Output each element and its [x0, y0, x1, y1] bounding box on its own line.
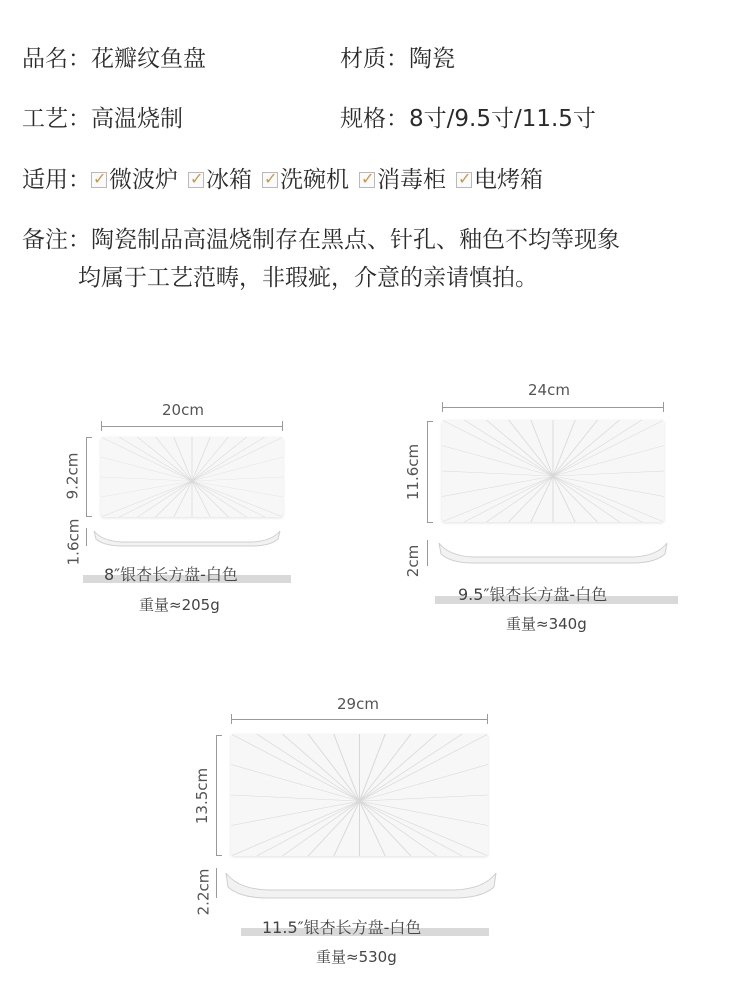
dim-tick	[216, 855, 222, 856]
spec-craft-label: 工艺：	[22, 106, 91, 132]
dim-tick	[282, 421, 283, 431]
width-dim-line	[101, 426, 283, 427]
height-dim-line	[86, 528, 87, 546]
dim-tick	[487, 714, 488, 724]
note-label: 备注：	[22, 227, 91, 253]
product-caption: 11.5″银杏长方盘-白色	[262, 918, 422, 937]
height-label: 1.6cm	[64, 518, 83, 566]
check-icon	[188, 172, 204, 188]
use-item-oven	[456, 165, 543, 195]
spec-name-value: 花瓣纹鱼盘	[91, 46, 206, 72]
dim-tick	[231, 714, 232, 724]
length-label: 9.2cm	[63, 452, 82, 500]
product-weight: 重量≈205g	[139, 596, 220, 614]
use-label: 消毒柜	[377, 167, 446, 193]
height-label: 2.2cm	[194, 868, 213, 916]
spec-size	[340, 104, 596, 134]
use-item-dishwasher	[262, 165, 349, 195]
dim-tick	[86, 437, 92, 438]
length-dim-line	[427, 421, 428, 523]
spec-name	[22, 44, 206, 74]
spec-material-value: 陶瓷	[409, 46, 455, 72]
length-label: 11.6cm	[404, 443, 423, 501]
product-weight: 重量≈340g	[506, 615, 587, 633]
plate-top-view	[101, 437, 283, 517]
length-dim-line	[216, 735, 217, 856]
spec-uses	[22, 165, 553, 195]
note-line-1	[22, 225, 620, 255]
check-icon	[91, 172, 107, 188]
spec-craft	[22, 104, 183, 134]
use-label: 电烤箱	[474, 167, 543, 193]
width-dim-line	[442, 407, 664, 408]
plate-top-view	[442, 420, 664, 522]
dim-tick	[427, 522, 433, 523]
spec-size-value: 8寸/9.5寸/11.5寸	[409, 106, 596, 132]
use-item-microwave	[91, 165, 178, 195]
check-icon	[456, 172, 472, 188]
spec-name-label: 品名：	[22, 46, 91, 72]
check-icon	[359, 172, 375, 188]
dim-tick	[216, 735, 222, 736]
dim-tick	[101, 421, 102, 431]
product-caption: 8″银杏长方盘-白色	[104, 565, 238, 584]
spec-use-label: 适用：	[22, 167, 91, 193]
width-label: 24cm	[528, 381, 570, 399]
use-label: 微波炉	[109, 167, 178, 193]
dim-tick	[663, 402, 664, 412]
plate-side-view	[92, 527, 282, 547]
plate-side-view	[224, 867, 498, 899]
spec-material-label: 材质：	[340, 46, 409, 72]
note-text-1: 陶瓷制品高温烧制存在黑点、针孔、釉色不均等现象	[91, 227, 620, 253]
height-dim-line	[427, 540, 428, 566]
width-label: 20cm	[162, 401, 204, 419]
width-label: 29cm	[337, 695, 379, 713]
use-item-fridge	[188, 165, 252, 195]
use-label: 洗碗机	[280, 167, 349, 193]
product-weight: 重量≈530g	[316, 948, 397, 966]
height-label: 2cm	[404, 544, 423, 578]
spec-size-label: 规格：	[340, 106, 409, 132]
use-label: 冰箱	[206, 167, 252, 193]
length-dim-line	[86, 437, 87, 517]
use-item-sterilizer	[359, 165, 446, 195]
product-caption: 9.5″银杏长方盘-白色	[458, 585, 608, 604]
spec-craft-value: 高温烧制	[91, 106, 183, 132]
note-line-2: 均属于工艺范畴，非瑕疵，介意的亲请慎拍。	[78, 265, 538, 291]
dim-tick	[86, 516, 92, 517]
spec-material	[340, 44, 455, 74]
length-label: 13.5cm	[193, 767, 212, 825]
width-dim-line	[231, 719, 488, 720]
height-dim-line	[216, 868, 217, 898]
dim-tick	[427, 421, 433, 422]
plate-side-view	[437, 538, 669, 564]
dim-tick	[442, 402, 443, 412]
check-icon	[262, 172, 278, 188]
plate-top-view	[231, 734, 488, 856]
